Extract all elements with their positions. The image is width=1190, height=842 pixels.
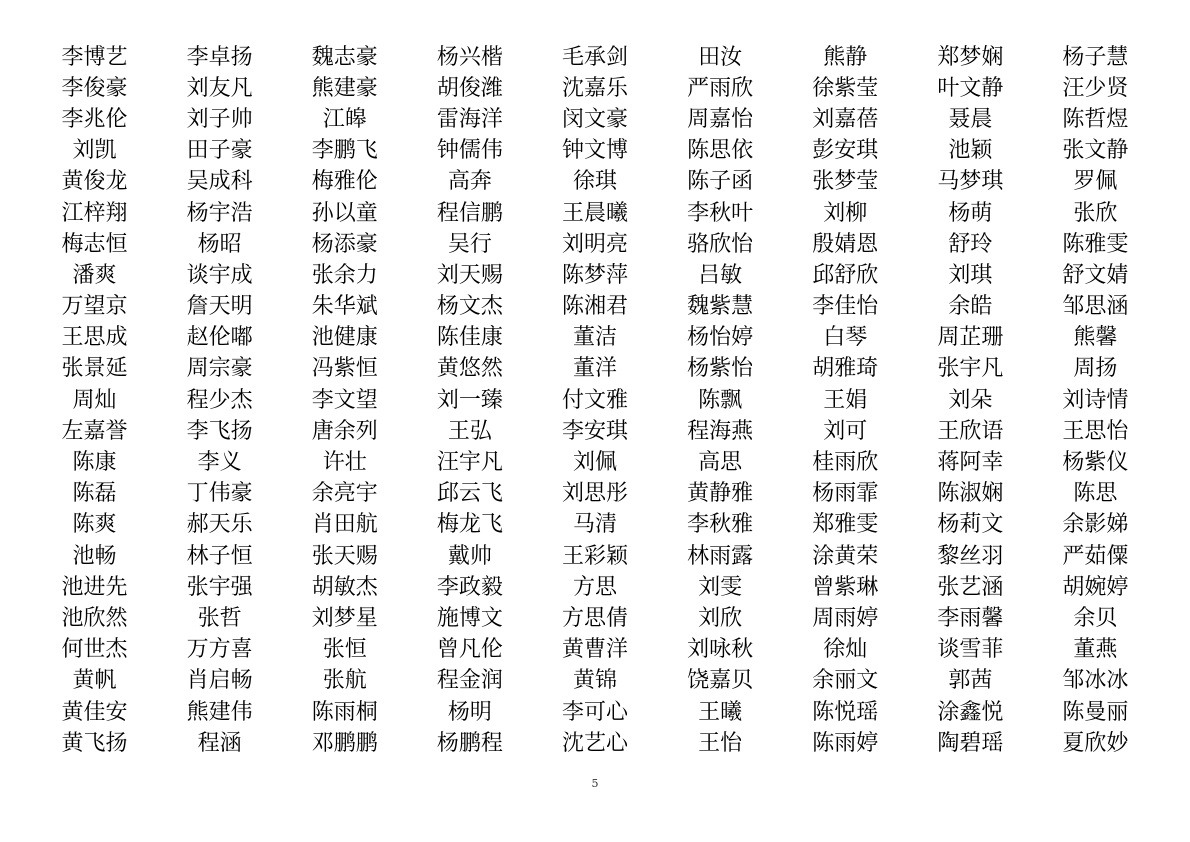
name-cell: 张天赐 [311, 543, 378, 569]
name-cell: 付文雅 [561, 387, 628, 413]
name-cell: 梅龙飞 [436, 512, 503, 538]
name-cell: 余皓 [948, 294, 993, 320]
name-cell: 孙以童 [311, 200, 378, 226]
name-cell: 张欣 [1073, 200, 1118, 226]
name-cell: 万望京 [61, 294, 128, 320]
name-cell: 周雨婷 [812, 605, 879, 631]
name-cell: 陈雨桐 [311, 699, 378, 725]
name-cell: 刘明亮 [561, 231, 628, 257]
name-cell: 池畅 [72, 543, 117, 569]
name-cell: 林雨露 [687, 543, 754, 569]
name-cell: 方思 [572, 574, 617, 600]
name-cell: 杨子慧 [1062, 44, 1129, 70]
name-cell: 彭安琪 [812, 138, 879, 164]
name-cell: 周灿 [72, 387, 117, 413]
name-cell: 邱舒欣 [812, 262, 879, 288]
name-cell: 钟文博 [561, 138, 628, 164]
name-cell: 黄锦 [572, 668, 617, 694]
name-cell: 陈思 [1073, 481, 1118, 507]
name-cell: 陈淑娴 [937, 481, 1004, 507]
name-cell: 董洋 [572, 356, 617, 382]
name-cell: 吴成科 [186, 169, 253, 195]
name-cell: 程信鹏 [436, 200, 503, 226]
name-cell: 罗佩 [1073, 169, 1118, 195]
name-cell: 胡婉婷 [1062, 574, 1129, 600]
name-cell: 周宗豪 [186, 356, 253, 382]
name-cell: 王娟 [823, 387, 868, 413]
name-cell: 张航 [322, 668, 367, 694]
name-cell: 黄飞扬 [61, 730, 128, 756]
name-cell: 马清 [572, 512, 617, 538]
name-cell: 李兆伦 [61, 106, 128, 132]
name-cell: 钟儒伟 [436, 138, 503, 164]
name-cell: 汪宇凡 [436, 450, 503, 476]
name-cell: 张恒 [322, 637, 367, 663]
name-cell: 陶碧瑶 [937, 730, 1004, 756]
name-cell: 王怡 [698, 730, 743, 756]
name-cell: 杨明 [447, 699, 492, 725]
name-cell: 周芷珊 [937, 325, 1004, 351]
name-cell: 余丽文 [812, 668, 879, 694]
name-cell: 徐灿 [823, 637, 868, 663]
name-cell: 李秋雅 [687, 512, 754, 538]
name-cell: 刘佩 [572, 450, 617, 476]
name-cell: 刘梦星 [311, 605, 378, 631]
name-cell: 骆欣怡 [687, 231, 754, 257]
name-cell: 程金润 [436, 668, 503, 694]
name-cell: 杨鹏程 [436, 730, 503, 756]
name-cell: 刘琪 [948, 262, 993, 288]
name-list-grid [32, 42, 1158, 759]
name-cell: 陈思依 [687, 138, 754, 164]
name-cell: 黄帆 [72, 668, 117, 694]
name-cell: 曾凡伦 [436, 637, 503, 663]
name-cell: 刘一臻 [436, 387, 503, 413]
name-cell: 桂雨欣 [812, 450, 879, 476]
name-cell: 刘凯 [72, 138, 117, 164]
name-cell: 周扬 [1073, 356, 1118, 382]
name-cell: 李安琪 [561, 418, 628, 444]
name-cell: 陈梦萍 [561, 262, 628, 288]
name-cell: 杨昭 [197, 231, 242, 257]
name-cell: 陈曼丽 [1062, 699, 1129, 725]
name-cell: 谈宇成 [186, 262, 253, 288]
name-cell: 李卓扬 [186, 44, 253, 70]
name-cell: 刘友凡 [186, 75, 253, 101]
name-cell: 李秋叶 [687, 200, 754, 226]
name-cell: 饶嘉贝 [687, 668, 754, 694]
name-cell: 吴行 [447, 231, 492, 257]
name-cell: 王彩颖 [561, 543, 628, 569]
name-cell: 潘爽 [72, 262, 117, 288]
name-cell: 李博艺 [61, 44, 128, 70]
name-cell: 涂鑫悦 [937, 699, 1004, 725]
name-cell: 刘思彤 [561, 481, 628, 507]
name-cell: 李佳怡 [812, 294, 879, 320]
name-cell: 王欣语 [937, 418, 1004, 444]
name-cell: 徐琪 [572, 169, 617, 195]
name-cell: 舒文婧 [1062, 262, 1129, 288]
name-cell: 江皞 [322, 106, 367, 132]
name-cell: 刘欣 [698, 605, 743, 631]
name-cell: 余贝 [1073, 605, 1118, 631]
name-cell: 朱华斌 [311, 294, 378, 320]
name-cell: 林子恒 [186, 543, 253, 569]
name-cell: 毛承剑 [561, 44, 628, 70]
name-cell: 李政毅 [436, 574, 503, 600]
name-cell: 刘雯 [698, 574, 743, 600]
name-cell: 郝天乐 [186, 512, 253, 538]
name-cell: 赵伦嘟 [186, 325, 253, 351]
name-cell: 杨宇浩 [186, 200, 253, 226]
name-cell: 王晨曦 [561, 200, 628, 226]
name-cell: 熊馨 [1073, 325, 1118, 351]
name-cell: 陈雅雯 [1062, 231, 1129, 257]
name-cell: 戴帅 [447, 543, 492, 569]
name-cell: 肖田航 [311, 512, 378, 538]
name-cell: 江梓翔 [61, 200, 128, 226]
name-cell: 王弘 [447, 418, 492, 444]
name-cell: 汪少贤 [1062, 75, 1129, 101]
name-cell: 杨文杰 [436, 294, 503, 320]
name-cell: 胡雅琦 [812, 356, 879, 382]
name-cell: 王曦 [698, 699, 743, 725]
name-cell: 魏志豪 [311, 44, 378, 70]
name-cell: 陈雨婷 [812, 730, 879, 756]
name-cell: 池颖 [948, 138, 993, 164]
name-cell: 左嘉誉 [61, 418, 128, 444]
name-cell: 杨怡婷 [687, 325, 754, 351]
name-cell: 杨兴楷 [436, 44, 503, 70]
name-cell: 吕敏 [698, 262, 743, 288]
name-cell: 杨紫仪 [1062, 450, 1129, 476]
name-cell: 胡敏杰 [311, 574, 378, 600]
name-cell: 高奔 [447, 169, 492, 195]
name-cell: 梅雅伦 [311, 169, 378, 195]
name-cell: 郑雅雯 [812, 512, 879, 538]
name-cell: 詹天明 [186, 294, 253, 320]
name-cell: 王思怡 [1062, 418, 1129, 444]
name-cell: 陈爽 [72, 512, 117, 538]
name-cell: 杨雨霏 [812, 481, 879, 507]
name-cell: 何世杰 [61, 637, 128, 663]
name-cell: 李义 [197, 450, 242, 476]
name-cell: 马梦琪 [937, 169, 1004, 195]
name-cell: 郭茜 [948, 668, 993, 694]
name-cell: 黄佳安 [61, 699, 128, 725]
name-cell: 蒋阿幸 [937, 450, 1004, 476]
name-cell: 董燕 [1073, 637, 1118, 663]
name-cell: 陈悦瑶 [812, 699, 879, 725]
name-cell: 闵文豪 [561, 106, 628, 132]
name-cell: 张宇凡 [937, 356, 1004, 382]
name-cell: 高思 [698, 450, 743, 476]
name-cell: 冯紫恒 [311, 356, 378, 382]
name-cell: 谈雪菲 [937, 637, 1004, 663]
name-cell: 田汝 [698, 44, 743, 70]
name-cell: 陈哲煜 [1062, 106, 1129, 132]
name-cell: 李鹏飞 [311, 138, 378, 164]
name-cell: 张梦莹 [812, 169, 879, 195]
name-cell: 徐紫莹 [812, 75, 879, 101]
name-cell: 刘嘉蓓 [812, 106, 879, 132]
name-cell: 杨莉文 [937, 512, 1004, 538]
name-cell: 郑梦娴 [937, 44, 1004, 70]
name-cell: 杨添豪 [311, 231, 378, 257]
name-cell: 邱云飞 [436, 481, 503, 507]
name-cell: 李俊豪 [61, 75, 128, 101]
name-cell: 熊静 [823, 44, 868, 70]
name-cell: 黄曹洋 [561, 637, 628, 663]
name-cell: 池进先 [61, 574, 128, 600]
name-cell: 邓鹏鹏 [311, 730, 378, 756]
name-cell: 刘诗情 [1062, 387, 1129, 413]
name-cell: 王思成 [61, 325, 128, 351]
name-cell: 魏紫慧 [687, 294, 754, 320]
name-cell: 田子豪 [186, 138, 253, 164]
name-cell: 涂黄荣 [812, 543, 879, 569]
name-cell: 施博文 [436, 605, 503, 631]
name-cell: 刘子帅 [186, 106, 253, 132]
name-cell: 陈子函 [687, 169, 754, 195]
name-cell: 陈康 [72, 450, 117, 476]
name-cell: 梅志恒 [61, 231, 128, 257]
name-cell: 陈湘君 [561, 294, 628, 320]
name-cell: 张宇强 [186, 574, 253, 600]
name-cell: 万方喜 [186, 637, 253, 663]
name-cell: 丁伟豪 [186, 481, 253, 507]
name-cell: 白琴 [823, 325, 868, 351]
name-cell: 余影娣 [1062, 512, 1129, 538]
name-cell: 邹冰冰 [1062, 668, 1129, 694]
name-cell: 董洁 [572, 325, 617, 351]
name-cell: 雷海洋 [436, 106, 503, 132]
name-cell: 刘天赐 [436, 262, 503, 288]
name-cell: 杨萌 [948, 200, 993, 226]
name-cell: 沈艺心 [561, 730, 628, 756]
name-cell: 沈嘉乐 [561, 75, 628, 101]
name-cell: 严茹僳 [1062, 543, 1129, 569]
name-cell: 唐余列 [311, 418, 378, 444]
name-cell: 夏欣妙 [1062, 730, 1129, 756]
name-cell: 李雨馨 [937, 605, 1004, 631]
name-cell: 黄悠然 [436, 356, 503, 382]
name-cell: 方思倩 [561, 605, 628, 631]
name-cell: 熊建伟 [186, 699, 253, 725]
name-cell: 李可心 [561, 699, 628, 725]
name-cell: 张余力 [311, 262, 378, 288]
name-cell: 刘柳 [823, 200, 868, 226]
name-cell: 张景延 [61, 356, 128, 382]
name-cell: 聂晨 [948, 106, 993, 132]
name-cell: 周嘉怡 [687, 106, 754, 132]
name-cell: 李文望 [311, 387, 378, 413]
name-cell: 刘可 [823, 418, 868, 444]
name-cell: 舒玲 [948, 231, 993, 257]
name-cell: 张艺涵 [937, 574, 1004, 600]
name-cell: 严雨欣 [687, 75, 754, 101]
name-cell: 余亮宇 [311, 481, 378, 507]
name-cell: 叶文静 [937, 75, 1004, 101]
name-cell: 黎丝羽 [937, 543, 1004, 569]
name-cell: 张哲 [197, 605, 242, 631]
name-cell: 许壮 [322, 450, 367, 476]
name-cell: 程少杰 [186, 387, 253, 413]
name-cell: 胡俊潍 [436, 75, 503, 101]
name-cell: 肖启畅 [186, 668, 253, 694]
name-cell: 李飞扬 [186, 418, 253, 444]
name-cell: 陈佳康 [436, 325, 503, 351]
name-cell: 池健康 [311, 325, 378, 351]
name-cell: 刘朵 [948, 387, 993, 413]
name-cell: 陈飘 [698, 387, 743, 413]
name-cell: 杨紫怡 [687, 356, 754, 382]
name-cell: 程海燕 [687, 418, 754, 444]
name-cell: 刘咏秋 [687, 637, 754, 663]
name-cell: 张文静 [1062, 138, 1129, 164]
name-cell: 黄静雅 [687, 481, 754, 507]
name-cell: 黄俊龙 [61, 169, 128, 195]
name-cell: 曾紫琳 [812, 574, 879, 600]
name-cell: 池欣然 [61, 605, 128, 631]
name-cell: 陈磊 [72, 481, 117, 507]
name-cell: 熊建豪 [311, 75, 378, 101]
name-cell: 殷婧恩 [812, 231, 879, 257]
name-cell: 程涵 [197, 730, 242, 756]
name-cell: 邹思涵 [1062, 294, 1129, 320]
page-number: 5 [591, 777, 599, 790]
